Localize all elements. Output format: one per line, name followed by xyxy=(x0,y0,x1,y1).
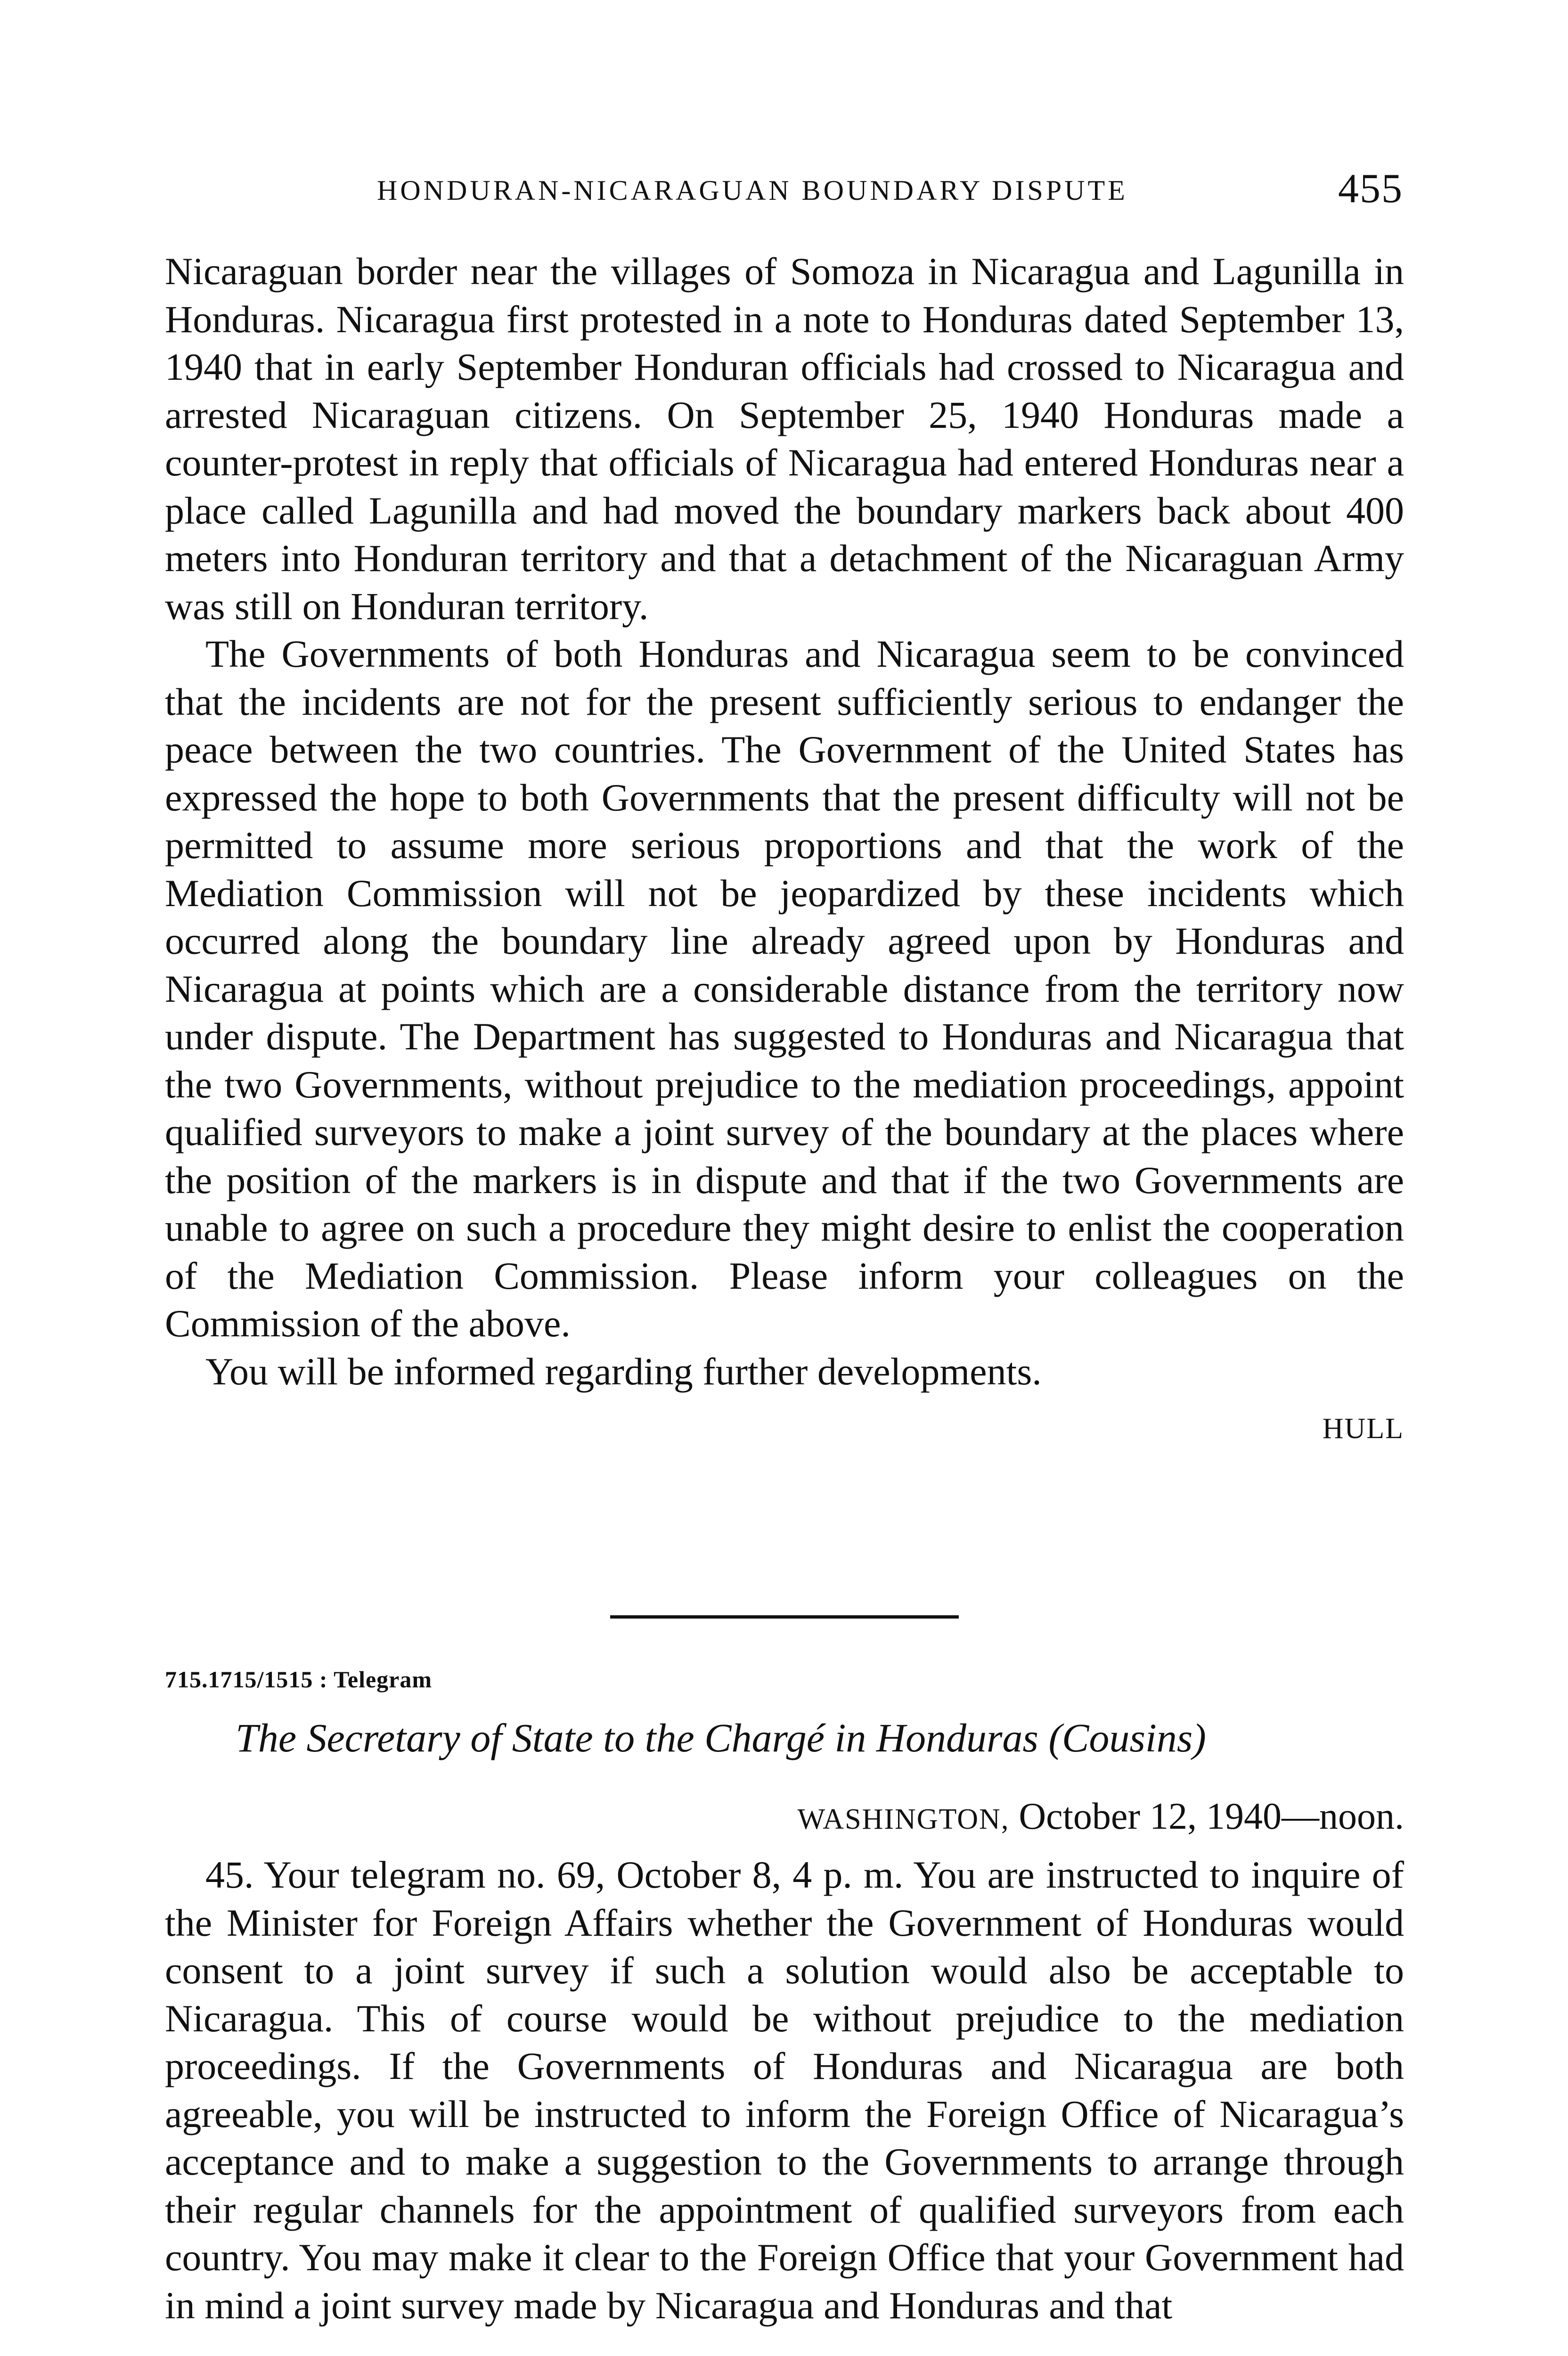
dateline-date: October 12, 1940—noon. xyxy=(1009,1796,1404,1837)
dateline-place: WASHINGTON, xyxy=(797,1803,1010,1835)
telegram-body xyxy=(165,1851,1404,2329)
paragraph-governments-convinced: The Governments of both Honduras and Nicaragua seem to be convinced that the incidents are not for the present sufficiently serious to endanger the peace between the two countries. The Government of the United States has expressed the hope to both Governments that the present difficulty will not be permitted to assume more serious proportions and that the work of the Mediation Commission will not be jeopardized by these incidents which occurred along the boundary line already agreed upon by Honduras and Nicaragua at points which are a considerable distance from the territory now under dispute. The Department has suggested to Honduras and Nicaragua that the two Governments, without prejudice to the mediation proceedings, appoint qualified surveyors to make a joint survey of the boundary at the places where the position of the markers is in dispute and that if the two Governments are unable to agree on such a procedure they might desire to enlist the cooperation of the Mediation Commission. Please inform your colleagues on the Commission of the above. xyxy=(165,632,1404,1345)
page-number: 455 xyxy=(1338,166,1403,212)
paragraph-joint-survey: 45. Your telegram no. 69, October 8, 4 p. m. You are instructed to inquire of the Minister for Foreign Affairs whether the Government of Honduras would consent to a joint survey if such a solution would also be acceptable to Nicaragua. This of course would be without prejudice to the mediation proceedings. If the Governments of Honduras and Nicaragua are both agreeable, you will be instructed to inform the Foreign Office of Nicaragua’s acceptance and to make a suggestion to the Governments to arrange through their regular channels for the appointment of qualified surveyors from each country. You may make it clear to the Foreign Office that your Government had in mind a joint survey made by Nicaragua and Honduras and that xyxy=(165,1853,1404,2327)
signature-hull: HULL xyxy=(1322,1413,1404,1445)
section-divider xyxy=(610,1615,959,1619)
file-reference: 715.1715/1515 : Telegram xyxy=(165,1666,433,1693)
paragraph-further-developments: You will be informed regarding further developments. xyxy=(205,1350,1042,1393)
document-title: The Secretary of State to the Chargé in Honduras (Cousins) xyxy=(236,1715,1206,1760)
telegram-continuation xyxy=(165,247,1404,1452)
dateline xyxy=(798,1795,1404,1838)
paragraph-border-incidents: Nicaraguan border near the villages of Somoza in Nicaragua and Lagunilla in Honduras. Nicaragua first protested in a note to Honduras dated September 13, 1940 that in early September Honduran officials had crossed to Nicaragua and arrested Nicaraguan citizens. On September 25, 1940 Honduras made a counter-protest in reply that officials of Nicaragua had entered Honduras near a place called Lagunilla and had moved the boundary markers back about 400 meters into Honduran territory and that a detachment of the Nicaraguan Army was still on Honduran territory. xyxy=(165,250,1404,628)
running-title: HONDURAN-NICARAGUAN BOUNDARY DISPUTE xyxy=(377,175,1128,206)
